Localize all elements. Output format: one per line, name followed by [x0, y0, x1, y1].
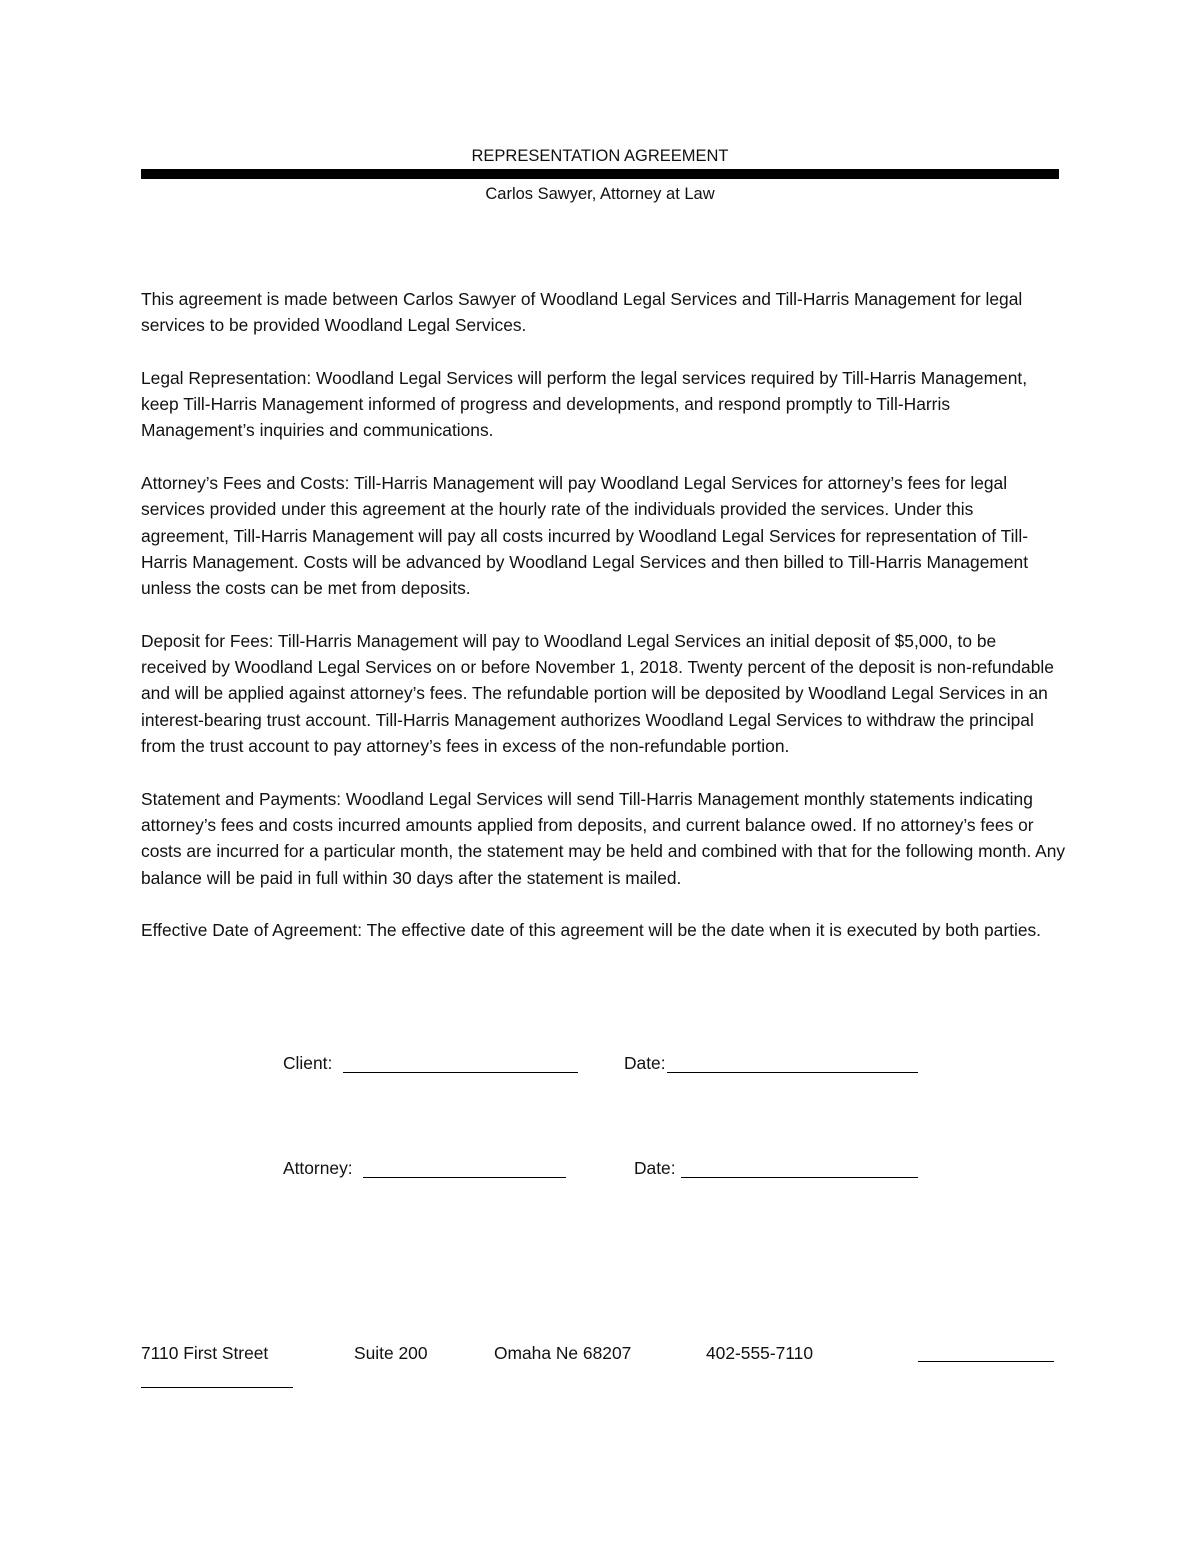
- footer-phone: 402-555-7110: [706, 1343, 814, 1363]
- attorney-date-line[interactable]: [681, 1177, 918, 1178]
- title-divider: [141, 169, 1059, 179]
- deposit-paragraph: Deposit for Fees: Till-Harris Management will pay to Woodland Legal Services an initial deposit of $5,000, to be received by Woodland Legal Services on or before November 1, 2018. Twenty percent of the deposit is non-refundable and will be applied against attorney’s fees. The refundable portion will be deposited by Woodland Legal Services in an interest-bearing trust account. Till-Harris Management authorizes Woodland Legal Services to withdraw the principal from the trust account to pay attorney’s fees in excess of the non-refundable portion.: [141, 630, 1054, 757]
- attorney-signature-label: Attorney:: [283, 1158, 353, 1178]
- fees-and-costs-paragraph: Attorney’s Fees and Costs: Till-Harris Management will pay Woodland Legal Services for attorney’s fees for legal services provided under this agreement at the hourly rate of the individuals provided the services. Under this agreement, Till-Harris Management will pay all costs incurred by Woodland Legal Services for representation of Till-Harris Management. Costs will be advanced by Woodland Legal Services and then billed to Till-Harris Management unless the costs can be met from deposits.: [141, 473, 1029, 599]
- attorney-date-label: Date:: [634, 1158, 676, 1178]
- legal-representation-paragraph: Legal Representation: Woodland Legal Services will perform the legal services required by Till-Harris Management, keep Till-Harris Management informed of progress and developments, and respond promptly to Till-Harris Management’s inquiries and communications.: [141, 367, 1028, 441]
- footer-city: Omaha Ne 68207: [494, 1343, 632, 1363]
- client-signature-label: Client:: [283, 1053, 333, 1073]
- document-title: REPRESENTATION AGREEMENT: [471, 147, 729, 165]
- footer-blank-line: [918, 1361, 1054, 1362]
- client-date-line[interactable]: [667, 1072, 918, 1073]
- intro-paragraph: This agreement is made between Carlos Sawyer of Woodland Legal Services and Till-Harris Management for legal services to be provided Woodland Legal Services.: [141, 289, 1023, 336]
- statement-payments-paragraph: Statement and Payments: Woodland Legal Services will send Till-Harris Management monthly statements indicating attorney’s fees and costs incurred amounts applied from deposits, and current balance owed. If no attorney’s fees or costs are incurred for a particular month, the statement may be held and combined with that for the following month. Any balance will be paid in full within 30 days after the statement is mailed.: [141, 788, 1066, 888]
- attorney-signature-line[interactable]: [363, 1177, 566, 1178]
- effective-date-paragraph: Effective Date of Agreement: The effective date of this agreement will be the date when it is executed by both parties.: [141, 920, 1042, 941]
- document-subtitle: Carlos Sawyer, Attorney at Law: [485, 185, 715, 203]
- agreement-body: [141, 286, 1066, 970]
- client-signature-line[interactable]: [343, 1072, 578, 1073]
- client-date-label: Date:: [624, 1053, 666, 1073]
- footer-suite: Suite 200: [354, 1343, 428, 1363]
- footer-blank-line-2: [141, 1387, 293, 1388]
- footer-street: 7110 First Street: [141, 1343, 269, 1363]
